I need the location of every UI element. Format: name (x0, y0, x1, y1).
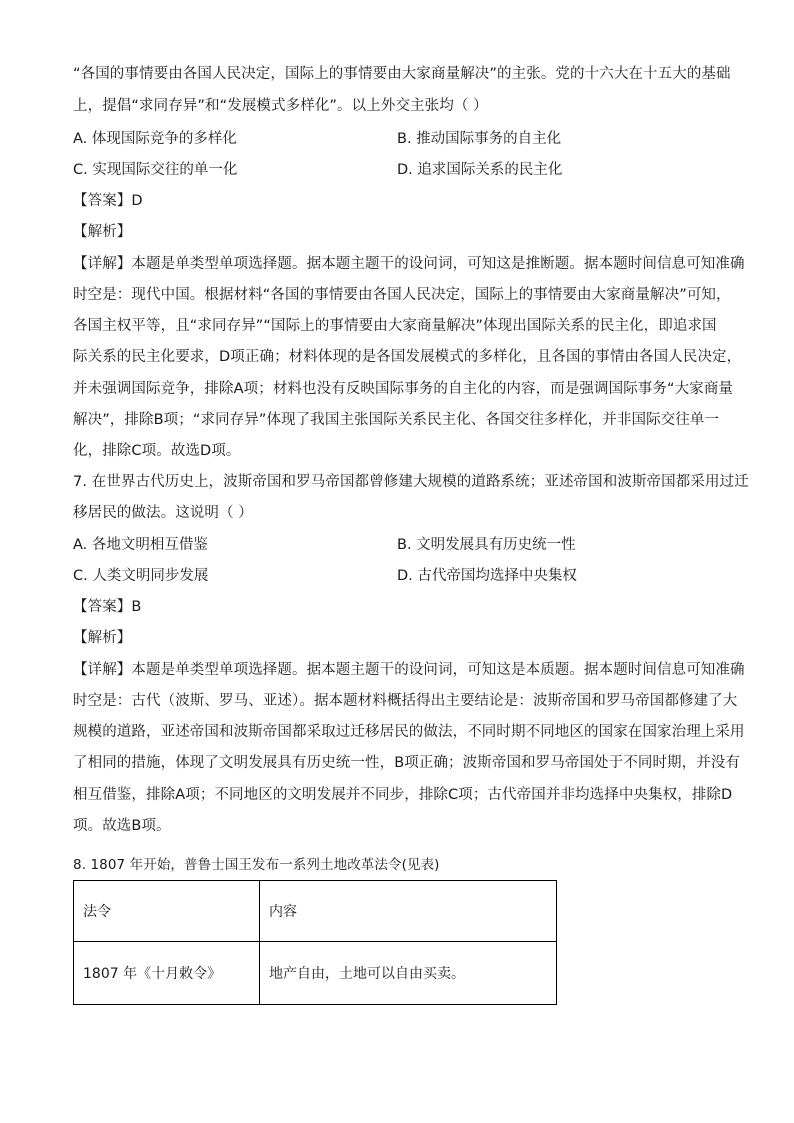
q6-answer: 【答案】D (73, 193, 143, 209)
q7-detail-line-5: 相互借鉴，排除A项；不同地区的文明发展并不同步，排除C项；古代帝国并非均选择中央集权，排除D (73, 787, 733, 803)
q7-analysis-label: 【解析】 (73, 630, 132, 646)
q6-analysis-label: 【解析】 (73, 224, 132, 240)
table-row (74, 942, 557, 1005)
q7-detail-line-2: 时空是：古代（波斯、罗马、亚述）。据本题材料概括得出主要结论是：波斯帝国和罗马帝国都修建了大 (73, 693, 738, 709)
q6-stem-line-1: “各国的事情要由各国人民决定，国际上的事情要由大家商量解决”的主张。党的十六大在十五大的基础 (73, 66, 731, 82)
q7-option-c: C. 人类文明同步发展 (73, 568, 209, 584)
q6-detail-line-2: 时空是：现代中国。根据材料“各国的事情要由各国人民决定，国际上的事情要由大家商量解决”可知， (73, 287, 731, 303)
q7-stem-line-2: 移居民的做法。这说明（ ） (73, 505, 253, 521)
q6-option-d: D. 追求国际关系的民主化 (397, 162, 563, 178)
q6-detail-line-3: 各国主权平等，且“求同存异”“国际上的事情要由大家商量解决”体现出国际关系的民主化，即追求国 (73, 318, 717, 334)
q6-option-c: C. 实现国际交往的单一化 (73, 162, 238, 178)
q7-option-d: D. 古代帝国均选择中央集权 (397, 568, 577, 584)
q6-detail-line-6: 解决”，排除B项；“求同存异”体现了我国主张国际关系民主化、各国交往多样化，并非国际交往单一 (73, 412, 720, 428)
q6-detail-line-5: 并未强调国际竞争，排除A项；材料也没有反映国际事务的自主化的内容，而是强调国际事务“大家商量 (73, 381, 734, 397)
q7-detail-line-1: 【详解】本题是单类型单项选择题。据本题主题干的设问词，可知这是本质题。据本题时间信息可知准确 (73, 662, 745, 678)
q7-detail-line-3: 规模的道路，亚述帝国和波斯帝国都采取过迁移居民的做法，不同时期不同地区的国家在国家治理上采用 (73, 724, 745, 740)
table-header-content: 内容 (260, 881, 557, 942)
q6-option-a: A. 体现国际竞争的多样化 (73, 131, 237, 147)
table-cell-content: 地产自由，土地可以自由买卖。 (260, 942, 557, 1005)
q8-stem: 8. 1807 年开始，普鲁士国王发布一系列土地改革法令(见表) (73, 857, 440, 873)
q7-stem-line-1: 7. 在世界古代历史上，波斯帝国和罗马帝国都曾修建大规模的道路系统；亚述帝国和波斯帝国都采用过迁 (73, 474, 749, 490)
q7-answer: 【答案】B (73, 599, 142, 615)
q7-detail-line-4: 了相同的措施，体现了文明发展具有历史统一性，B项正确；波斯帝国和罗马帝国处于不同时期，并没有 (73, 755, 741, 771)
q6-stem-line-2: 上，提倡“求同存异”和“发展模式多样化”。以上外交主张均（ ） (73, 98, 488, 114)
q6-option-b: B. 推动国际事务的自主化 (397, 131, 562, 147)
q7-option-a: A. 各地文明相互借鉴 (73, 537, 208, 553)
q6-detail-line-7: 化，排除C项。故选D项。 (73, 443, 241, 459)
table-header-row (74, 881, 557, 942)
table-cell-law: 1807 年《十月敕令》 (74, 942, 260, 1005)
table-header-law: 法令 (74, 881, 260, 942)
q6-detail-line-1: 【详解】本题是单类型单项选择题。据本题主题干的设问词，可知这是推断题。据本题时间信息可知准确 (73, 256, 745, 272)
q7-option-b: B. 文明发展具有历史统一性 (397, 537, 576, 553)
land-reform-table (73, 880, 557, 1005)
q6-detail-line-4: 际关系的民主化要求，D项正确；材料体现的是各国发展模式的多样化，且各国的事情由各国人民决定， (73, 349, 742, 365)
q7-detail-line-6: 项。故选B项。 (73, 818, 171, 834)
